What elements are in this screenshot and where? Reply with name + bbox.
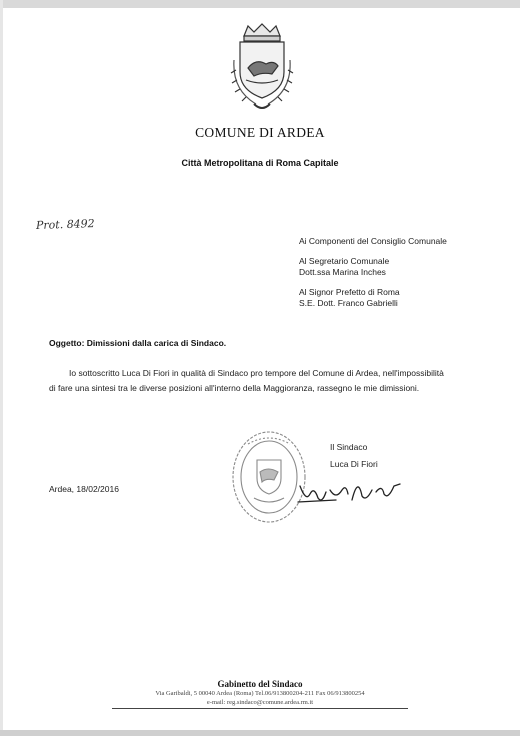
footer-divider bbox=[112, 708, 408, 709]
scan-border-top bbox=[0, 0, 520, 8]
scan-border-left bbox=[0, 0, 3, 736]
subject-line: Oggetto: Dimissioni dalla carica di Sindaco. bbox=[49, 338, 227, 348]
recipient-secretary: Al Segretario Comunale bbox=[299, 256, 390, 266]
recipient-prefect: Al Signor Prefetto di Roma bbox=[299, 287, 400, 297]
recipient-council: Ai Componenti del Consiglio Comunale bbox=[299, 236, 447, 246]
recipient-secretary-name: Dott.ssa Marina Inches bbox=[299, 267, 386, 277]
metropolitan-city: Città Metropolitana di Roma Capitale bbox=[181, 158, 339, 168]
footer-office: Gabinetto del Sindaco bbox=[217, 679, 303, 689]
body-line-1: Io sottoscritto Luca Di Fiori in qualità di Sindaco pro tempore del Comune di Ardea, nell'impossibilità bbox=[69, 368, 444, 378]
municipality-name: COMUNE DI ARDEA bbox=[195, 125, 325, 140]
recipient-prefect-name: S.E. Dott. Franco Gabrielli bbox=[299, 298, 398, 308]
body-line-2: di fare una sintesi tra le diverse posizioni all'interno della Maggioranza, rassegno le mie dimissioni. bbox=[49, 383, 420, 393]
coat-of-arms-icon bbox=[226, 20, 298, 116]
footer-email: e-mail: reg.sindaco@comune.ardea.rm.it bbox=[206, 699, 314, 706]
protocol-note: Prot. 8492 bbox=[35, 216, 95, 233]
scan-border-bottom bbox=[0, 730, 520, 736]
signatory-name: Luca Di Fiori bbox=[330, 459, 378, 469]
letter-body bbox=[49, 366, 469, 396]
signature-icon bbox=[296, 472, 406, 512]
footer-address: Via Garibaldi, 5 00040 Ardea (Roma) Tel.06/913800204-211 Fax 06/913800254 bbox=[155, 690, 365, 697]
signatory-role: Il Sindaco bbox=[330, 442, 368, 452]
place-date: Ardea, 18/02/2016 bbox=[49, 484, 119, 494]
